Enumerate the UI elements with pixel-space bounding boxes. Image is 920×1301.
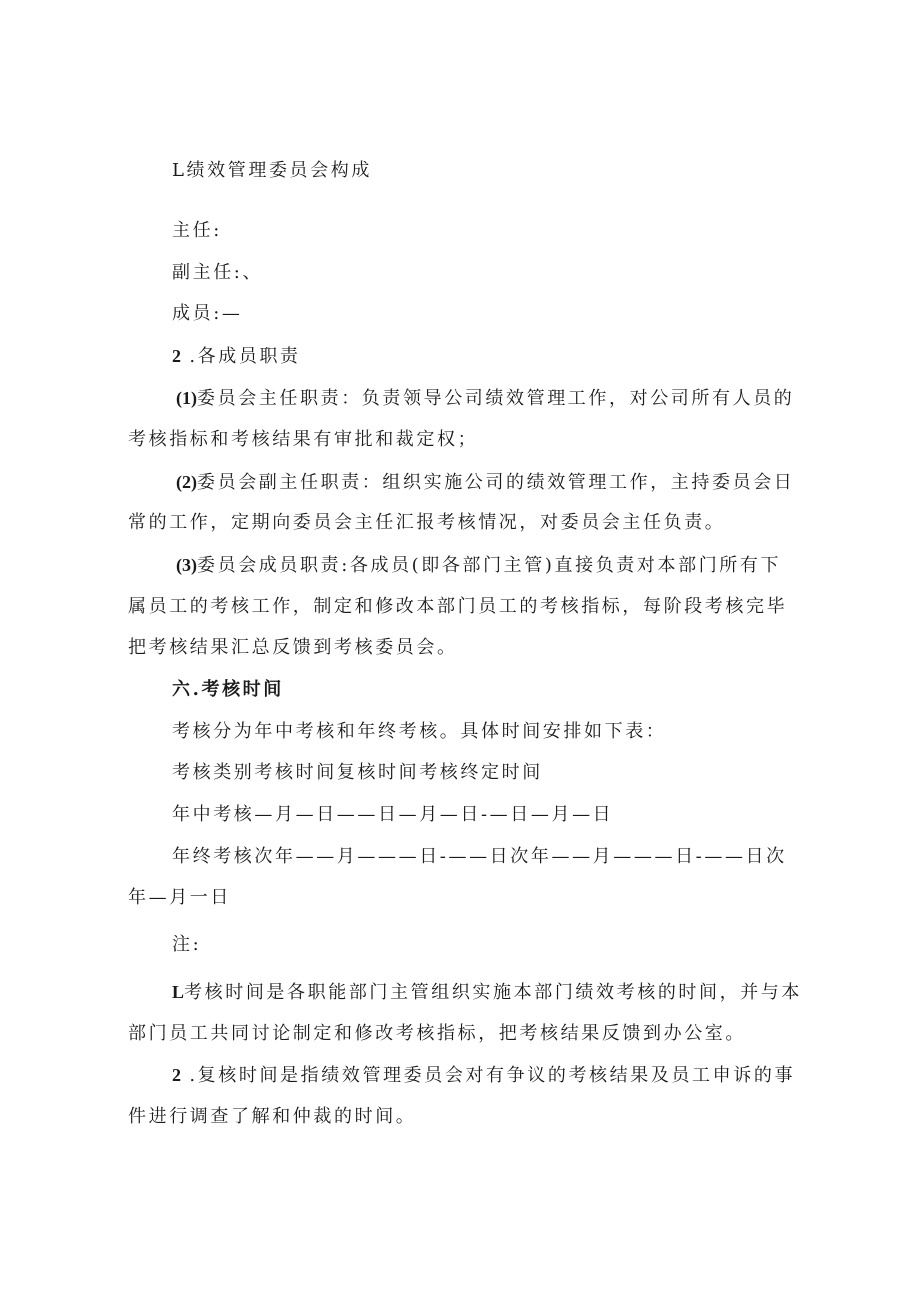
time-section-heading: 六.考核时间: [172, 679, 284, 700]
note-1-line2: 部门员工共同讨论制定和修改考核指标，把考核结果反馈到办公室。: [128, 1023, 746, 1044]
members-label: 成员:—: [172, 303, 243, 324]
schedule-table-header: 考核类别考核时间复核时间考核终定时间: [172, 762, 543, 783]
duty-item-3-line1: [176, 553, 781, 578]
duty-item-1-line1: [176, 386, 794, 411]
schedule-row-yearend-line2: 年—月一日: [128, 887, 231, 908]
duty-item-3-line2: 属员工的考核工作，制定和修改本部门员工的考核指标，每阶段考核完毕: [128, 596, 788, 617]
duty-item-2-marker: (2): [176, 472, 197, 492]
note-2-line2: 件进行调查了解和仲裁的时间。: [128, 1106, 417, 1127]
duty-item-3-marker: (3): [176, 555, 197, 575]
duty-item-3-text: 委员会成员职责:各成员(即各部门主管)直接负责对本部门所有下: [197, 555, 782, 576]
note-2-line1: [172, 1063, 795, 1088]
note-2-number: 2: [172, 1065, 181, 1085]
note-1-line1: [172, 980, 802, 1005]
note-1-marker: L: [172, 982, 185, 1002]
duty-item-1-marker: (1): [176, 388, 197, 408]
time-intro: 考核分为年中考核和年终考核。具体时间安排如下表：: [172, 721, 667, 742]
note-1-text: 考核时间是各职能部门主管组织实施本部门绩效考核的时间，并与本: [184, 982, 803, 1003]
notes-label: 注:: [172, 934, 202, 955]
duty-item-3-line3: 把考核结果汇总反馈到考核委员会。: [128, 637, 458, 658]
duty-item-2-text: 委员会副主任职责：组织实施公司的绩效管理工作，主持委员会日: [197, 472, 795, 493]
duty-item-1-text: 委员会主任职责：负责领导公司绩效管理工作，对公司所有人员的: [197, 388, 795, 409]
duties-heading-number: 2: [172, 346, 181, 366]
deputy-director-label: 副主任:、: [172, 262, 264, 283]
schedule-row-midyear: 年中考核—月—日——日—月—日-—日—月—日: [172, 804, 614, 825]
schedule-row-yearend-line1: 年终考核次年——月———日-——日次年——月———日-——日次: [172, 846, 787, 867]
note-2-text: .复核时间是指绩效管理委员会对有争议的考核结果及员工申诉的事: [181, 1065, 796, 1086]
duties-heading: [172, 344, 301, 369]
committee-heading: L绩效管理委员会构成: [172, 160, 372, 181]
duties-heading-text: .各成员职责: [181, 346, 301, 367]
duty-item-1-line2: 考核指标和考核结果有审批和裁定权；: [128, 429, 479, 450]
director-label: 主任:: [172, 220, 222, 241]
duty-item-2-line1: [176, 470, 794, 495]
duty-item-2-line2: 常的工作，定期向委员会主任汇报考核情况，对委员会主任负责。: [128, 512, 726, 533]
